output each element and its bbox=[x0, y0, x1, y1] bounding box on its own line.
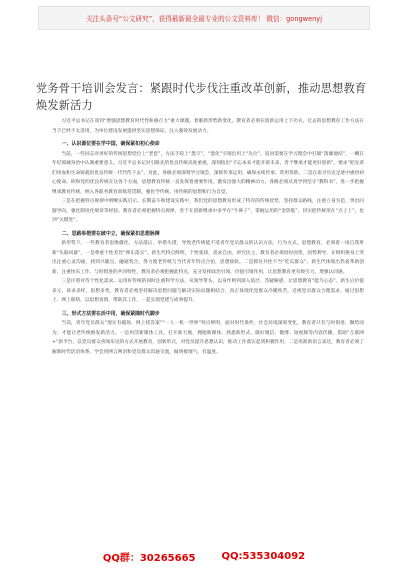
section-heading: 三、形式方法要在活中用，确保紧随时代脚步 bbox=[61, 310, 160, 317]
document-body bbox=[52, 117, 364, 535]
section-paragraph: 三是在把握特点规律中明晰实践启示。长期奋斗和建设实践中，我们党的思想教育形成了特有的传统优势，坚持群众路线，注重立身为范、突出问题导向，强化制度化规章等经验。教育者必须把握特点规律，善于在创新继承中多学在“牛鼻子”，掌握运用的“金钥匙”，切实把传统用在“点子上”，也到“关键处”。 bbox=[52, 199, 364, 223]
section-paragraph: 当前，一些同志对讲好的传统思想党位上“老套”，方法手段上“墨守”，“墨化”引领出用上“先位”，追问需要在学习理会中打破“落翼他结”，一概在年纪领城身治中认满重要意义。习近平总书记对引路先的优良传统高度重视，深刻指出“不忘本来才能开辟未来，善于继承才能更好创新”。要求“把先辈们用血和生命铸就的优良传统一代代传下去”。对此，各级必须深刻学习领会，深抓传承运用，确保永续传承、常用常新。二是在追寻历史足迹中感悟初心使命。积和党的优良传统在这各个方面，思想教育传统一直发挥着重要作用。激发出强大的精神动力。各级必须从真学到坚守“教科书”，进一步把握继承教育传统，纳入各职务教育训练常贯制，强化学传统、用传统的思想和行为自觉。 bbox=[52, 151, 364, 195]
intro-paragraph: 习近平总书记在谈到“增强思想教育时代性和感召力”重大课题，着眼新形势新变化。教育者必须在创新运用上下功夫，过去的思想教育工作方法在当下已经不太适用，为单位建设发展提供坚实思想保证。注入强效发展动力。 bbox=[52, 119, 364, 134]
section-paragraph: 新形势下，一些教育者思维僵化、方法落后、举措失措，导致老传统能不适青年党员群众的认识方法、行为方式。思想教育，必须着一场自我革新“头脑风暴”，一是尊重个性差异“弹东落实”。新生代特点鲜明，个性张扬，追求自由，讲究民主，教育者必须因时而变，因势利导，在组织换身上突出注重心灵沟通，找到兴趣点，融通契合，努力使老传统与当代青年特点合拍，思想接轨。二是抓住共性不当“吃瓜群众”。新生代体现出热爱革新创新，注重快乐工作、与时俱进的共同特性，教育者必须把握此特点，充分发挥政治引领、价值引领作用，让思想教育更有吸引力，增强认同感。 bbox=[52, 241, 364, 275]
document-title: 党务骨干培训会发言：紧跟时代步伐注重改革创新，推动思想教育焕发新活力 bbox=[36, 81, 367, 112]
banner-text: 关注头条号“公文研究”，获得最新最全最专业的公文资料库！ 微信：gongwenyj bbox=[85, 15, 323, 23]
contact-footer bbox=[0, 545, 408, 567]
section-heading: 一、认识源位要在学中国，确保紧扣初心使命 bbox=[61, 141, 160, 147]
section-heading: 二、思路举措要在破中立，确保紧扣思想脉搏 bbox=[61, 230, 160, 237]
qq-group-text: QQ群：30265665 bbox=[102, 552, 196, 564]
section-paragraph: 当前，青年党员群众“现实有磁场、网上找答案”“一人一机一世界”特点鲜明，面对时代条件，社会环境深刻变化，教育者只有与时俱进、顺势而为，才能让老传统焕发新活力。一是用活新媒体工具，打开新天地，拥抱新媒体，熟悉新形式，做好微信、微博、短视频等内容传播，借助“互联网+“新平台，以党员群众喜闻乐见的方式开展教育，创新形式，对党员提升思想认识，推动工作落实起到积极作用。二是用准新语言表达，教育者必须了解新时代话语体系，学会用网言网语和党员群众沟通交流，做到接地气、有温度。 bbox=[52, 321, 364, 355]
watermark-banner bbox=[38, 6, 370, 30]
section-paragraph: 三是区别对待个性化需求。运用好传统的同时注重科学方法，从领导带头、以身作则到深入基层、答疑解惑，让思想教育“能鸟心态”，新生后价值多元，诉求多样，思想多变，教育者必须坚持解决思想问题与解决实际问题相结合，真正体现化党群众冷暖疾苦，近视党员群众合理需求，通过思想上、网上联络，以思想真情，帮助其工作，一起实现党建与成事提升。 bbox=[52, 279, 364, 303]
qq-text: QQ:535304092 bbox=[221, 550, 306, 562]
